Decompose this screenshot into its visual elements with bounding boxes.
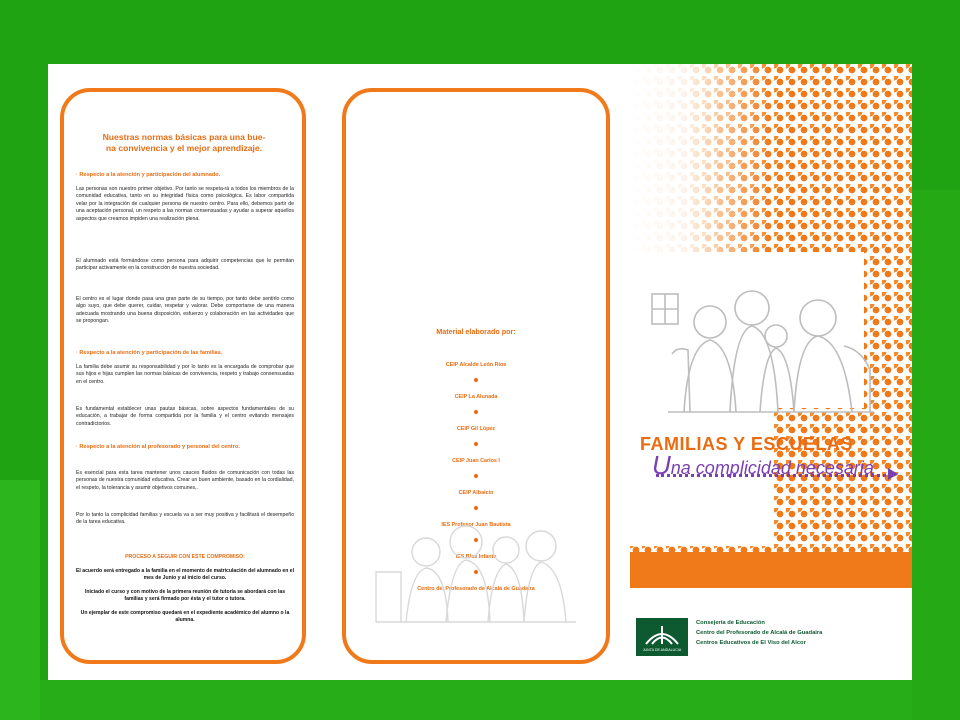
- process-paragraph: El acuerdo será entregado a la familia en el momento de matriculación del alumnado en el mes de Junio y al inicio del curso.: [76, 568, 294, 581]
- brochure-slide: [48, 64, 912, 680]
- cover-title: FAMILIAS Y ESCUELAS: [640, 434, 853, 454]
- background-stripe: [0, 480, 40, 720]
- section-paragraph: La familia debe asumir su responsabilidad y por lo tanto es la encargada de comprobar que sus hijos e hijas cumplen las normas básicas de convivencia, respeto y trabajo consensuadas en el centro.: [76, 364, 294, 385]
- bullet-dot: [474, 474, 478, 478]
- section-paragraph: El centro es el lugar donde pasa una gran parte de su tiempo, por tanto debe sentirlo como algo suyo, que debe querer, cuidar, respetar y valorar. Debe comportarse de una manera adecuada mostrando una buena disposición, esfuerzo y colaboración en las actividades que se propongan.: [76, 296, 294, 325]
- background-stripe: [912, 190, 960, 720]
- section-paragraph: El alumnado está formándose como persona para adquirir competencias que le permitan participar activamente en la construcción de nuestra sociedad.: [76, 258, 294, 272]
- credit-item: CEIP Juan Carlos I: [452, 458, 500, 464]
- credit-item: CEIP Gil López: [456, 426, 496, 432]
- credits-title: Material elaborado por:: [436, 327, 516, 336]
- middle-panel: [342, 88, 610, 664]
- subtitle-initial: U: [652, 450, 671, 480]
- subtitle-rest: na complicidad necesaria: [670, 458, 874, 478]
- credit-item: IES Profesor Juan Bautista: [441, 522, 511, 528]
- junta-emblem-icon: [636, 618, 688, 648]
- bullet-dot: [474, 378, 478, 382]
- arrow-icon: [888, 468, 898, 480]
- section-heading: · Respecto a la atención y participación del alumnado.: [76, 172, 221, 178]
- credit-item: Centro del Profesorado de Alcalá de Guadaira: [417, 586, 535, 592]
- dotted-arrow-line: [656, 474, 892, 477]
- credit-item: CEIP Alcalde León Ríos: [445, 362, 507, 368]
- bullet-dot: [474, 506, 478, 510]
- family-sketch-illustration: [366, 512, 586, 632]
- pattern-fade: [630, 64, 770, 264]
- left-panel-title: [80, 132, 288, 154]
- credit-item: IES Blas Infante: [455, 554, 497, 560]
- org-line: Centro del Profesorado de Alcalá de Guadaira: [696, 630, 823, 636]
- section-paragraph: Por lo tanto la complicidad familias y escuela va a ser muy positiva y facilitará el desempeño de la tarea educativa.: [76, 512, 294, 526]
- org-line: Centros Educativos de El Viso del Alcor: [696, 640, 806, 646]
- org-line: Consejería de Educación: [696, 620, 765, 626]
- process-paragraph: Un ejemplar de este compromiso quedará en el expediente académico del alumno o la alumna.: [80, 610, 290, 623]
- section-paragraph: Es fundamental establecer unas pautas básicas, sobre aspectos fundamentales de su educación, a trabajar de forma compartida por la familia y el centro evitando mensajes contradictorios.: [76, 406, 294, 427]
- title-line: na convivencia y el mejor aprendizaje.: [105, 143, 263, 153]
- orange-band: [630, 552, 912, 588]
- logo-caption: JUNTA DE ANDALUCIA: [642, 648, 682, 652]
- section-paragraph: Las personas son nuestro primer objetivo. Por tanto se respeta-rá a todos los miembros de la comunidad educativa, tanto en su integridad física como psicológica. Es labor compartida velar por la integración de cualquier persona de nuestro centro. Para ello, debemos partir de una aceptación personal, un respeto a las normas consensuadas y ayudar a superar aquellos aspectos que creamos impiden una realización plena.: [76, 186, 294, 222]
- junta-logo: [636, 618, 688, 656]
- credit-item: CEIP Albaicín: [458, 490, 494, 496]
- section-paragraph: Es esencial para esta tarea mantener unos cauces fluidos de comunicación con todas las personas de nuestra comunidad educativa. Crear un buen ambiente, basado en la cordialidad, el respeto, la tolerancia y asumir objetivos comunes,.: [76, 470, 294, 491]
- bullet-dot: [474, 410, 478, 414]
- background-stripe: [40, 680, 940, 720]
- left-panel: [60, 88, 306, 664]
- credit-item: CEIP La Alunada: [454, 394, 498, 400]
- title-line: Nuestras normas básicas para una bue-: [102, 132, 266, 142]
- process-title: PROCESO A SEGUIR CON ESTE COMPROMISO:: [125, 554, 245, 560]
- section-heading: · Respecto a la atención y participación de las familias.: [76, 350, 223, 356]
- family-illustration: [648, 274, 878, 414]
- section-heading: · Respecto a la atención al profesorado y personal del centro.: [76, 444, 240, 450]
- process-paragraph: Iniciado el curso y con motivo de la primera reunión de tutoría se abordará con las familias y será firmado por ésta y el tutor o tutora.: [84, 589, 286, 602]
- bullet-dot: [474, 442, 478, 446]
